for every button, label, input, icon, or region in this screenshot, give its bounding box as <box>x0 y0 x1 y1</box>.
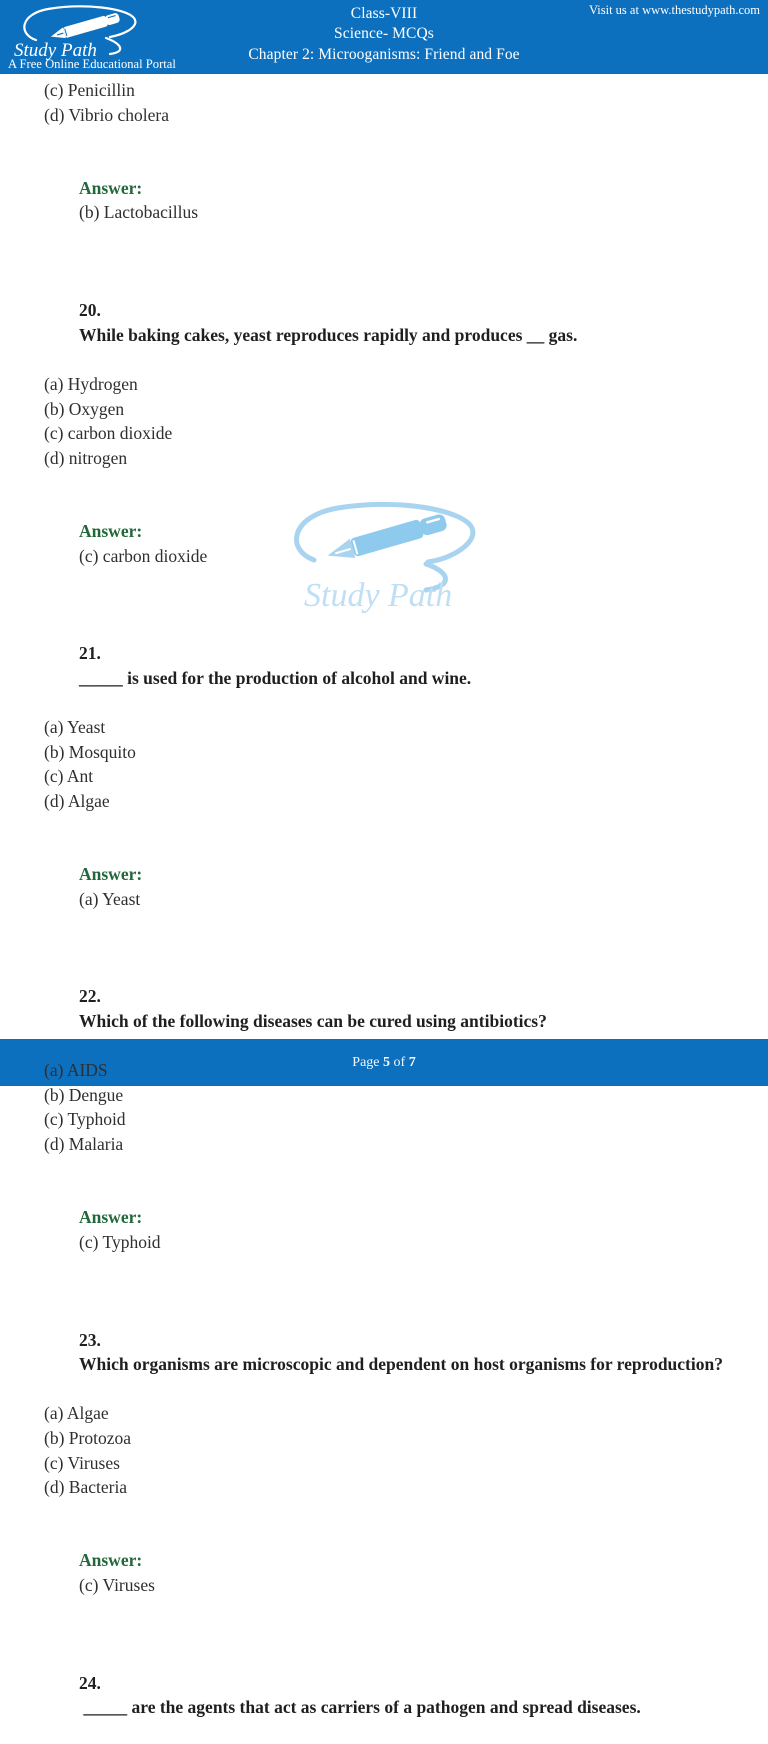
option-line: (d) Vibrio cholera <box>44 104 169 125</box>
question-number: 24. <box>79 1672 101 1693</box>
page-total-number: 7 <box>408 1055 416 1070</box>
spacer <box>44 1157 734 1181</box>
answer-value: (b) Lactobacillus <box>79 202 199 223</box>
header-subject-line: Science- MCQs <box>334 25 434 43</box>
page-current-number: 5 <box>383 1055 391 1070</box>
question-number: 22. <box>79 986 101 1007</box>
watermark-brand-script: Study Path <box>304 577 453 614</box>
header-chapter-line: Chapter 2: Microoganisms: Friend and Foe <box>248 45 520 63</box>
question-text <box>44 1303 734 1401</box>
answer-line <box>44 151 734 249</box>
option-line: (c) Typhoid <box>44 1109 126 1130</box>
option-line: (b) Oxygen <box>44 398 125 419</box>
option-line: (b) Protozoa <box>44 1427 131 1448</box>
option-line: (c) carbon dioxide <box>44 423 173 444</box>
answer-label: Answer: <box>79 177 143 198</box>
answer-value: (c) Typhoid <box>79 1231 161 1252</box>
option-line: (d) Algae <box>44 790 110 811</box>
question-body: _____ are the agents that act as carriers of a pathogen and spread diseases. <box>79 1697 641 1718</box>
question-body: Which of the following diseases can be cured using antibiotics? <box>79 1011 547 1031</box>
option-line: (a) AIDS <box>44 1060 108 1081</box>
option-line: (a) Yeast <box>44 717 106 738</box>
spacer <box>44 813 734 837</box>
spacer <box>44 470 734 494</box>
logo-brand-script: Study Path <box>14 40 97 61</box>
answer-value: (a) Yeast <box>79 888 141 909</box>
answer-label: Answer: <box>79 1207 143 1228</box>
logo-tagline: A Free Online Educational Portal <box>8 57 176 70</box>
question-block-21 <box>44 617 734 936</box>
header-class-line: Class-VIII <box>350 5 418 22</box>
question-body: While baking cakes, yeast reproduces rapidly and produces __ gas. <box>79 324 578 345</box>
question-text <box>44 1646 734 1744</box>
answer-label: Answer: <box>79 1550 143 1571</box>
option-line: (c) Ant <box>44 766 94 787</box>
option-line: (a) Algae <box>44 1403 109 1424</box>
spacer <box>44 1622 734 1646</box>
question-body: Which organisms are microscopic and dependent on host organisms for reproduction? <box>79 1354 723 1375</box>
spacer <box>44 127 734 151</box>
answer-value: (c) carbon dioxide <box>79 545 208 566</box>
header-visit-url[interactable]: Visit us at www.thestudypath.com <box>589 3 760 17</box>
spacer <box>44 1279 734 1303</box>
question-text <box>44 274 734 372</box>
page-middle-label: of <box>393 1055 406 1070</box>
option-line: (d) Malaria <box>44 1133 124 1154</box>
answer-label: Answer: <box>79 520 143 541</box>
question-number: 23. <box>79 1329 101 1350</box>
page-header-bar <box>0 0 768 74</box>
answer-line <box>44 1181 734 1279</box>
answer-value: (c) Viruses <box>79 1574 155 1595</box>
question-body: _____ is used for the production of alcohol and wine. <box>79 667 472 688</box>
question-number: 21. <box>79 643 101 664</box>
option-line: (d) Bacteria <box>44 1477 128 1498</box>
mcq-content <box>44 78 734 1744</box>
spacer <box>44 250 734 274</box>
page-prefix-label: Page <box>352 1055 380 1070</box>
spacer <box>44 1500 734 1524</box>
option-line: (d) nitrogen <box>44 447 128 468</box>
question-block-22 <box>44 960 734 1279</box>
spacer <box>44 936 734 960</box>
answer-line <box>44 494 734 592</box>
option-line: (b) Mosquito <box>44 741 136 762</box>
spacer <box>44 593 734 617</box>
option-line: (b) Dengue <box>44 1084 124 1105</box>
question-text <box>44 617 734 715</box>
answer-line <box>44 1524 734 1622</box>
question-block-24 <box>44 1646 734 1744</box>
continued-question-block <box>44 78 734 250</box>
option-line: (a) Hydrogen <box>44 373 138 394</box>
option-line: (c) Penicillin <box>44 80 135 100</box>
answer-line <box>44 837 734 935</box>
answer-label: Answer: <box>79 864 143 885</box>
question-text <box>44 960 734 1058</box>
question-block-20 <box>44 274 734 593</box>
option-line: (c) Viruses <box>44 1452 120 1473</box>
question-number: 20. <box>79 300 101 321</box>
question-block-23 <box>44 1303 734 1622</box>
